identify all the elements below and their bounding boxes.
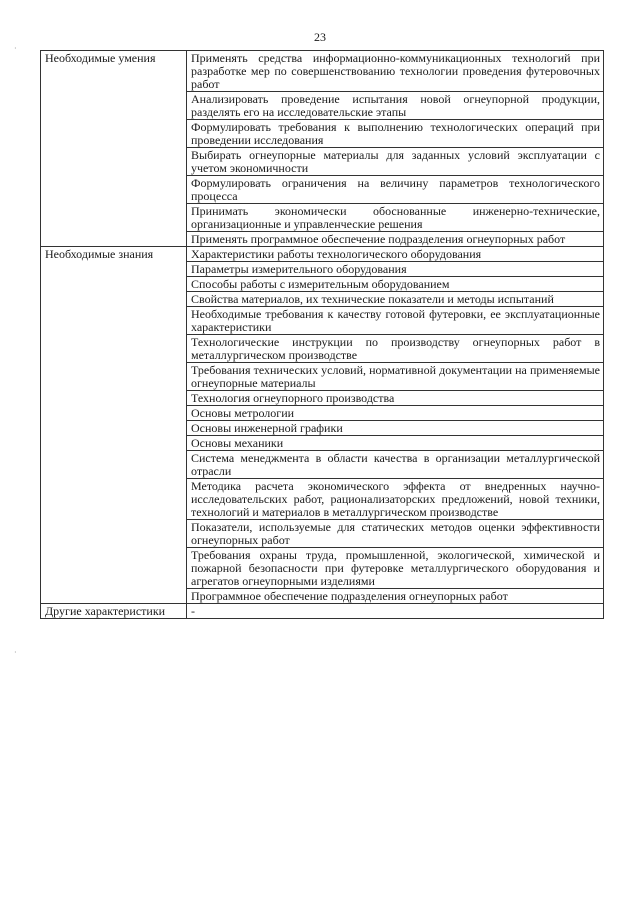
table-row xyxy=(41,247,604,262)
requirement-item: Основы метрологии xyxy=(187,406,604,421)
requirement-item: Основы механики xyxy=(187,436,604,451)
requirement-item: Применять программное обеспечение подразделения огнеупорных работ xyxy=(187,232,604,247)
scan-speck: · xyxy=(14,44,17,53)
requirement-item: Система менеджмента в области качества в организации металлургической отрасли xyxy=(187,451,604,479)
table-row xyxy=(41,51,604,92)
requirement-item: Требования технических условий, нормативной документации на применяемые огнеупорные материалы xyxy=(187,363,604,391)
requirement-item: Способы работы с измерительным оборудованием xyxy=(187,277,604,292)
section-label: Необходимые знания xyxy=(41,247,187,604)
requirement-item: Свойства материалов, их технические показатели и методы испытаний xyxy=(187,292,604,307)
requirement-item: Характеристики работы технологического оборудования xyxy=(187,247,604,262)
requirement-item: Формулировать ограничения на величину параметров технологического процесса xyxy=(187,176,604,204)
requirement-item: Формулировать требования к выполнению технологических операций при проведении исследования xyxy=(187,120,604,148)
section-label: Другие характеристики xyxy=(41,604,187,619)
scan-speck: · xyxy=(14,648,17,657)
requirement-item: Технология огнеупорного производства xyxy=(187,391,604,406)
requirement-item: Технологические инструкции по производству огнеупорных работ в металлургическом производстве xyxy=(187,335,604,363)
section-label: Необходимые умения xyxy=(41,51,187,247)
requirement-item: Требования охраны труда, промышленной, экологической, химической и пожарной безопасности при футеровке металлургического оборудования и агрегатов огнеупорными изделиями xyxy=(187,548,604,589)
requirement-item: Программное обеспечение подразделения огнеупорных работ xyxy=(187,589,604,604)
requirement-item: Показатели, используемые для статических методов оценки эффективности огнеупорных работ xyxy=(187,520,604,548)
requirement-item: Применять средства информационно-коммуникационных технологий при разработке мер по совершенствованию технологии проведения футеровочных работ xyxy=(187,51,604,92)
competency-table xyxy=(40,50,604,619)
requirement-item: Параметры измерительного оборудования xyxy=(187,262,604,277)
requirement-item: Методика расчета экономического эффекта от внедренных научно-исследовательских работ, рационализаторских предложений, новой техники, технологий и материалов в металлургическом производстве xyxy=(187,479,604,520)
requirement-item: Выбирать огнеупорные материалы для заданных условий эксплуатации с учетом экономичности xyxy=(187,148,604,176)
requirement-item: Основы инженерной графики xyxy=(187,421,604,436)
requirement-item: Анализировать проведение испытания новой огнеупорной продукции, разделять его на исследовательские этапы xyxy=(187,92,604,120)
requirement-item: - xyxy=(187,604,604,619)
page-number: 23 xyxy=(314,30,326,44)
requirement-item: Принимать экономически обоснованные инженерно-технические, организационные и управленческие решения xyxy=(187,204,604,232)
table-row xyxy=(41,604,604,619)
requirement-item: Необходимые требования к качеству готовой футеровки, ее эксплуатационные характеристики xyxy=(187,307,604,335)
